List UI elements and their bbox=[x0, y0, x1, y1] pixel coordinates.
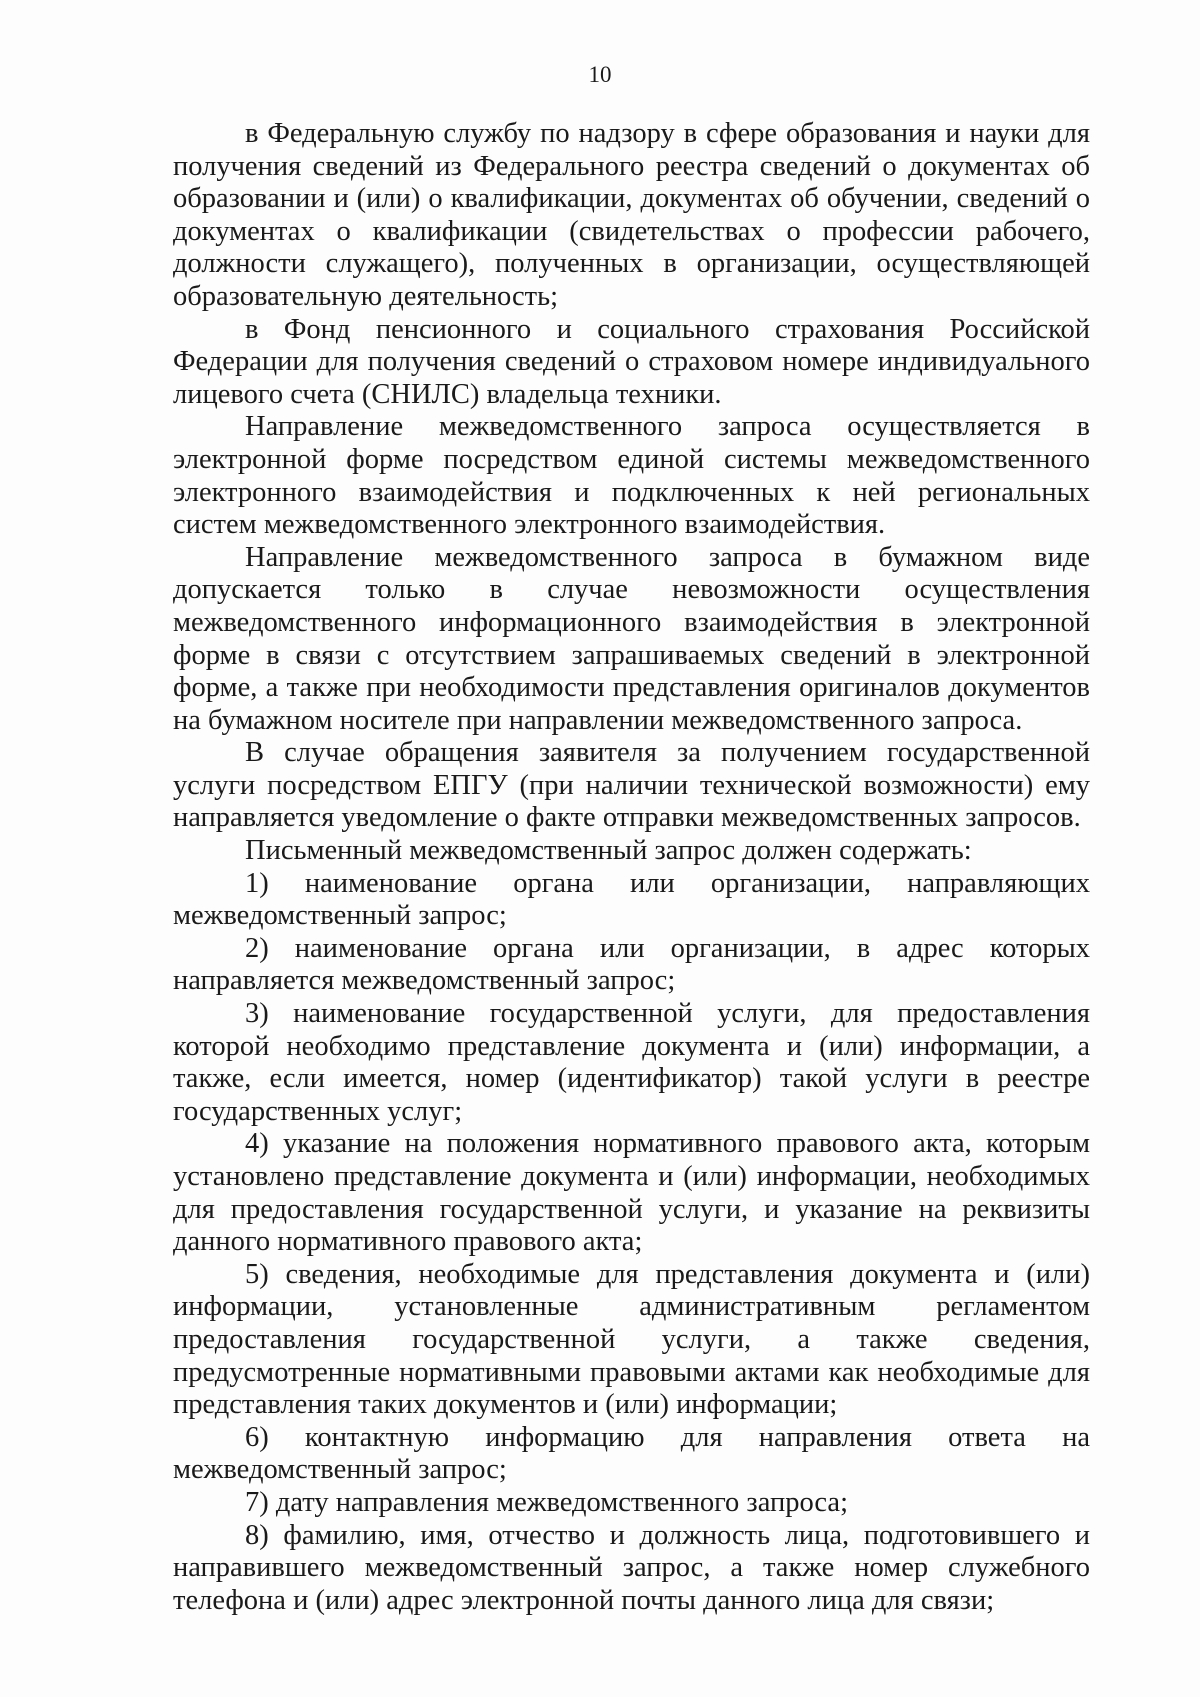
document-body bbox=[173, 118, 1090, 1617]
paragraph-electronic-request: Направление межведомственного запроса осуществляется в электронной форме посредством единой системы межведомственного электронного взаимодействия и подключенных к ней региональных систем межведомственного электронного взаимодействия. bbox=[173, 411, 1090, 541]
paragraph-request-contents-intro: Письменный межведомственный запрос должен содержать: bbox=[245, 835, 972, 867]
list-item-5: 5) сведения, необходимые для представления документа и (или) информации, установленные административным регламентом предоставления государственной услуги, а также сведения, предусмотренные нормативными правовыми актами как необходимые для представления таких документов и (или) информации; bbox=[173, 1258, 1090, 1421]
list-item-2: 2) наименование органа или организации, в адрес которых направляется межведомственный запрос; bbox=[173, 932, 1090, 997]
page-number: 10 bbox=[588, 62, 612, 87]
paragraph-rosobrnadzor: в Федеральную службу по надзору в сфере образования и науки для получения сведений из Федерального реестра сведений о документах об образовании и (или) о квалификации, документах об обучении, сведений о документах о квалификации (свидетельствах о профессии рабочего, должности служащего), полученных в организации, осуществляющей образовательную деятельность; bbox=[173, 118, 1090, 312]
paragraph-paper-request: Направление межведомственного запроса в бумажном виде допускается только в случае невозможности осуществления межведомственного информационного взаимодействия в электронной форме в связи с отсутствием запрашиваемых сведений в электронной форме, а также при необходимости представления оригиналов документов на бумажном носителе при направлении межведомственного запроса. bbox=[173, 541, 1090, 736]
paragraph-pension-fund: в Фонд пенсионного и социального страхования Российской Федерации для получения сведений о страховом номере индивидуального лицевого счета (СНИЛС) владельца техники. bbox=[173, 313, 1090, 410]
paragraph-epgu-notification: В случае обращения заявителя за получением государственной услуги посредством ЕПГУ (при наличии технической возможности) ему направляется уведомление о факте отправки межведомственных запросов. bbox=[173, 737, 1090, 834]
list-item-1: 1) наименование органа или организации, направляющих межведомственный запрос; bbox=[173, 867, 1090, 932]
list-item-4: 4) указание на положения нормативного правового акта, которым установлено представление документа и (или) информации, необходимых для предоставления государственной услуги, и указание на реквизиты данного нормативного правового акта; bbox=[173, 1128, 1090, 1258]
list-item-3: 3) наименование государственной услуги, для предоставления которой необходимо представление документа и (или) информации, а также, если имеется, номер (идентификатор) такой услуги в реестре государственных услуг; bbox=[173, 998, 1090, 1127]
list-item-7: 7) дату направления межведомственного запроса; bbox=[245, 1486, 848, 1518]
list-item-6: 6) контактную информацию для направления ответа на межведомственный запрос; bbox=[173, 1421, 1090, 1486]
list-item-8: 8) фамилию, имя, отчество и должность лица, подготовившего и направившего межведомственный запрос, а также номер служебного телефона и (или) адрес электронной почты данного лица для связи; bbox=[173, 1519, 1090, 1616]
